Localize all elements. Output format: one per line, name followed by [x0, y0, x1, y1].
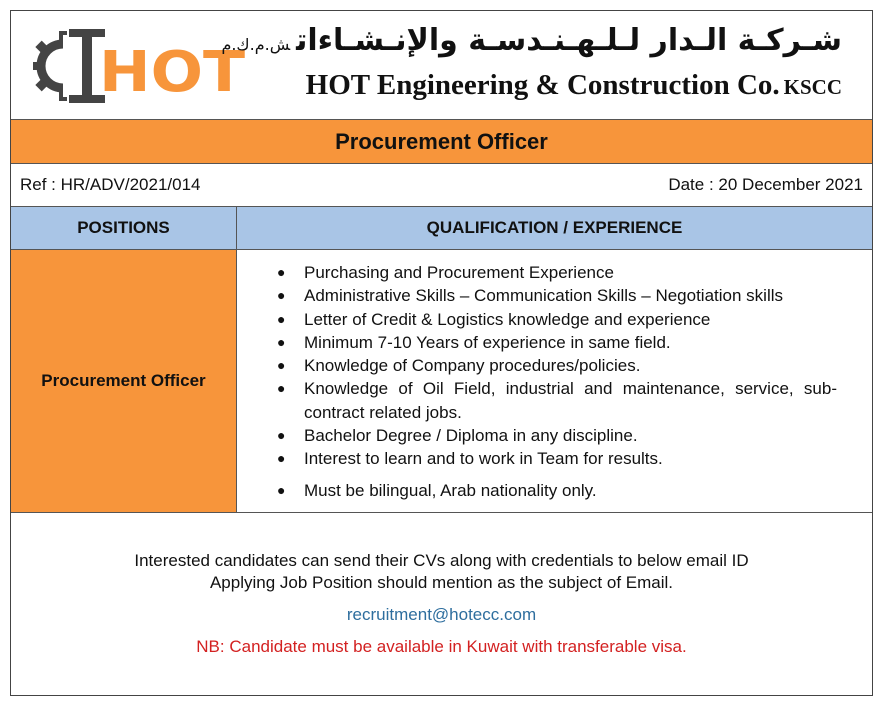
reference-row — [11, 164, 872, 206]
list-item: ● Must be bilingual, Arab nationality only. — [277, 479, 837, 502]
gear-icon — [33, 31, 89, 101]
bullet-icon: ● — [277, 287, 286, 304]
list-item: ● Letter of Credit & Logistics knowledge and experience — [277, 308, 837, 331]
company-logo — [33, 21, 253, 111]
english-company-name — [306, 69, 842, 102]
arabic-suffix: ش.م.ك.م — [221, 35, 291, 54]
arabic-name: شـركـة الـدار لـلـهـنـدسـة والإنـشـاءات — [296, 23, 842, 58]
list-item: ● Bachelor Degree / Diploma in any discipline. — [277, 424, 837, 447]
english-name: HOT Engineering & Construction Co. — [305, 69, 780, 101]
logo-text: HOT — [99, 40, 245, 105]
qualification-header: QUALIFICATION / EXPERIENCE — [237, 207, 872, 250]
list-item: ● Interest to learn and to work in Team for results. — [277, 447, 837, 470]
list-item: ● Administrative Skills – Communication Skills – Negotiation skills — [277, 284, 837, 307]
list-item: ● Knowledge of Oil Field, industrial and maintenance, service, sub-contract related jobs. — [277, 379, 837, 422]
arabic-company-name — [221, 23, 842, 58]
qualification-cell — [237, 250, 872, 512]
instruction-line-1: Interested candidates can send their CVs along with credentials to below email ID — [134, 551, 749, 570]
qualification-list — [277, 261, 837, 502]
job-title: Procurement Officer — [11, 119, 872, 164]
company-header — [11, 11, 872, 119]
application-instructions — [11, 513, 872, 695]
bullet-icon: ● — [277, 450, 286, 467]
job-advertisement — [10, 10, 873, 696]
bullet-icon: ● — [277, 357, 286, 374]
list-item: ● Knowledge of Company procedures/policies. — [277, 354, 837, 377]
positions-table — [11, 206, 872, 513]
positions-header: POSITIONS — [11, 207, 237, 250]
visa-note: NB: Candidate must be available in Kuwait with transferable visa. — [196, 637, 687, 656]
position-cell — [11, 250, 237, 512]
english-suffix: KSCC — [783, 75, 842, 99]
instruction-line-2: Applying Job Position should mention as the subject of Email. — [209, 573, 674, 592]
recruitment-email-link[interactable]: recruitment@hotecc.com — [346, 605, 537, 624]
advert-date: Date : 20 December 2021 — [668, 175, 863, 194]
bullet-icon: ● — [277, 427, 286, 444]
bullet-icon: ● — [277, 264, 286, 280]
list-item: ● Purchasing and Procurement Experience — [277, 261, 837, 284]
bullet-icon: ● — [277, 333, 286, 350]
list-item: ● Minimum 7-10 Years of experience in same field. — [277, 331, 837, 354]
bullet-icon: ● — [277, 380, 286, 397]
bullet-icon: ● — [277, 481, 286, 498]
bullet-icon: ● — [277, 310, 286, 327]
position-name: Procurement Officer — [41, 371, 206, 390]
reference-number: Ref : HR/ADV/2021/014 — [20, 175, 201, 194]
